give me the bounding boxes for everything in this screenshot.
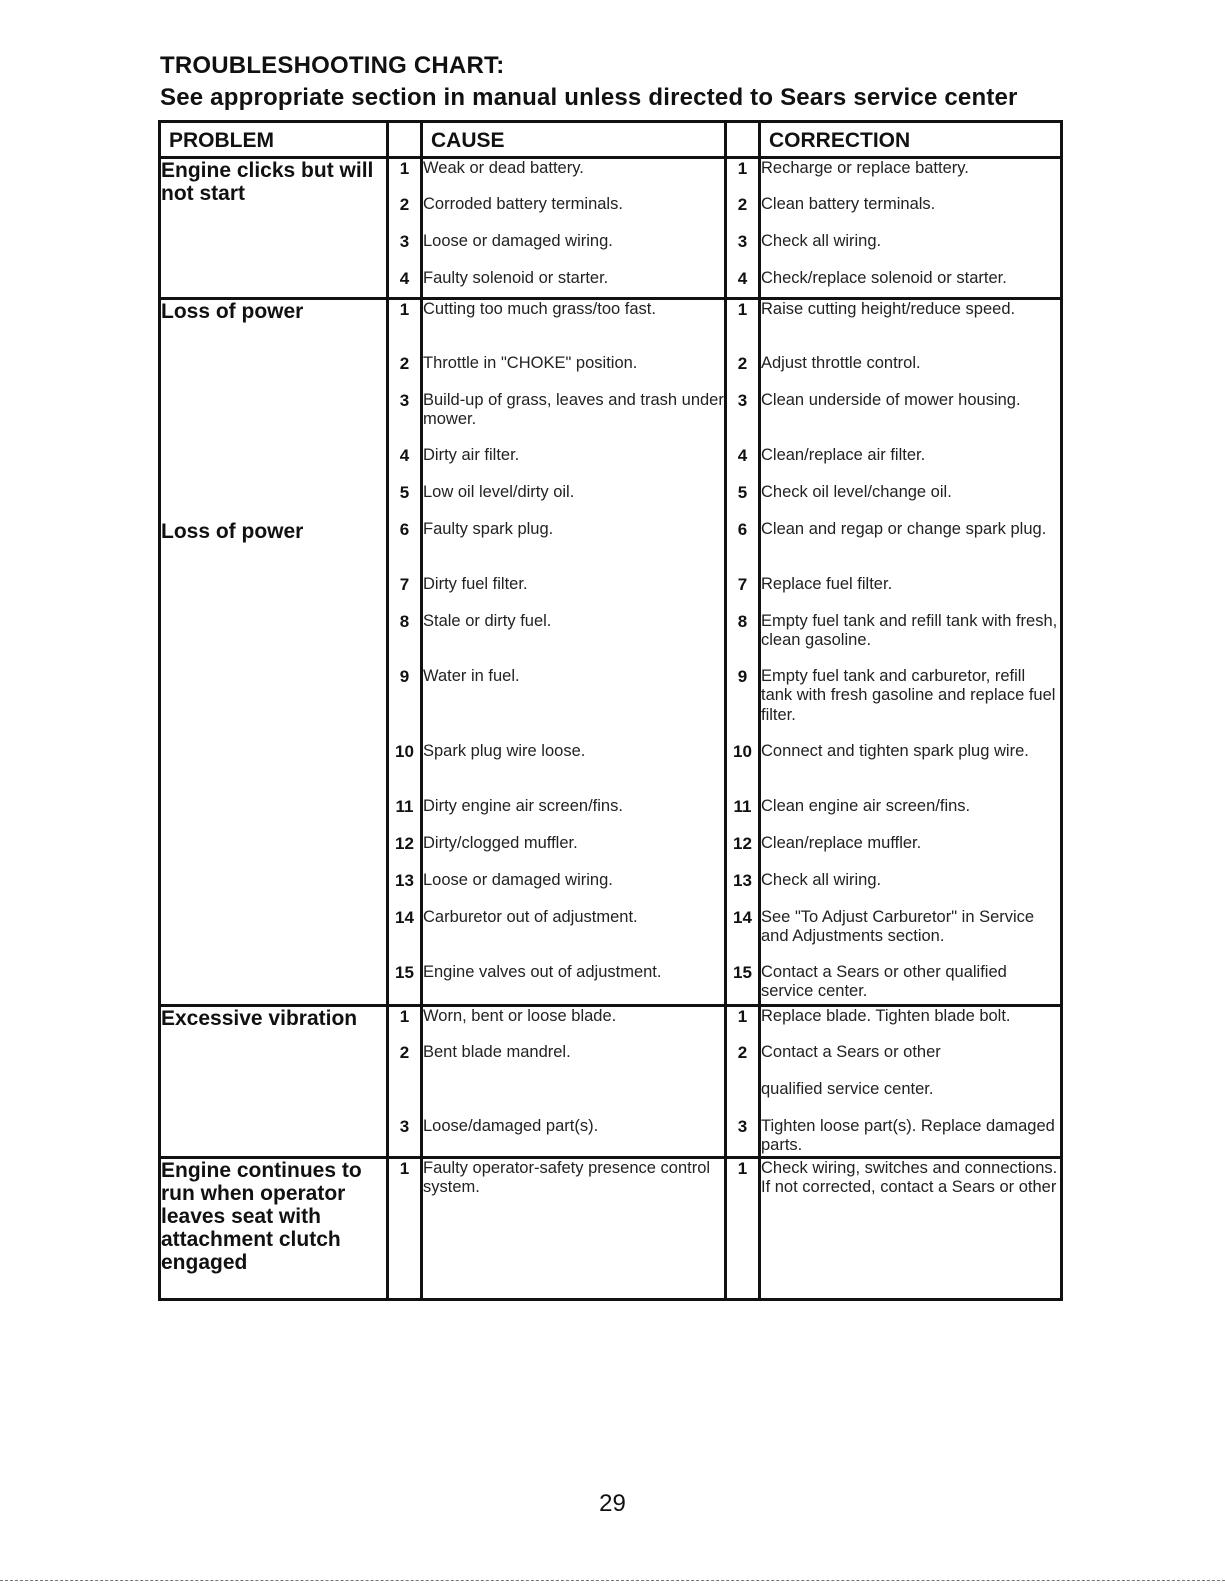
correction-text: Clean and regap or change spark plug. [760, 520, 1062, 575]
cause-text: Carburetor out of adjustment. [422, 908, 726, 963]
cause-number: 3 [388, 391, 422, 446]
correction-number: 5 [726, 483, 760, 520]
cause-text: Loose or damaged wiring. [422, 871, 726, 908]
correction-text: Replace blade. Tighten blade bolt. [760, 1006, 1062, 1043]
header-cause-number [388, 122, 422, 158]
correction-text: Empty fuel tank and refill tank with fresh, clean gasoline. [760, 612, 1062, 667]
cause-text: Cutting too much grass/too fast. [422, 299, 726, 354]
correction-number: 14 [726, 908, 760, 963]
correction-text: Clean battery terminals. [760, 195, 1062, 232]
header-row [160, 122, 1062, 158]
cause-text: Faulty solenoid or starter. [422, 269, 726, 299]
cause-text: Dirty air filter. [422, 446, 726, 483]
correction-text: Connect and tighten spark plug wire. [760, 742, 1062, 797]
cause-number: 13 [388, 871, 422, 908]
correction-number: 1 [726, 1006, 760, 1043]
correction-number: 7 [726, 575, 760, 612]
header-problem: PROBLEM [160, 122, 388, 158]
cause-text [422, 1080, 726, 1117]
cause-text: Engine valves out of adjustment. [422, 963, 726, 1006]
correction-number: 9 [726, 667, 760, 742]
correction-text: Empty fuel tank and carburetor, refill tank with fresh gasoline and replace fuel filter. [760, 667, 1062, 742]
cause-number: 8 [388, 612, 422, 667]
correction-text: Replace fuel filter. [760, 575, 1062, 612]
cause-text: Loose/damaged part(s). [422, 1117, 726, 1158]
chart-title: TROUBLESHOOTING CHART: [160, 52, 505, 79]
correction-number: 6 [726, 520, 760, 575]
cause-text: Worn, bent or loose blade. [422, 1006, 726, 1043]
cause-text: Faulty spark plug. [422, 520, 726, 575]
cause-number: 7 [388, 575, 422, 612]
cause-number: 9 [388, 667, 422, 742]
cause-text: Bent blade mandrel. [422, 1043, 726, 1080]
correction-text: Check/replace solenoid or starter. [760, 269, 1062, 299]
troubleshooting-table [158, 120, 1063, 1301]
problem-cell: Engine continues to run when operator leaves seat with attachment clutch engaged [160, 1157, 388, 1299]
cause-number: 14 [388, 908, 422, 963]
correction-number: 3 [726, 391, 760, 446]
problem-cell: Engine clicks but will not start [160, 158, 388, 299]
cause-number: 3 [388, 232, 422, 269]
correction-text: Contact a Sears or other qualified service center. [760, 963, 1062, 1006]
correction-number: 2 [726, 354, 760, 391]
cause-number: 1 [388, 1157, 422, 1299]
cause-number: 11 [388, 797, 422, 834]
cause-number: 2 [388, 195, 422, 232]
correction-number: 10 [726, 742, 760, 797]
table-body [160, 158, 1062, 1300]
correction-number: 12 [726, 834, 760, 871]
correction-number: 1 [726, 299, 760, 354]
cause-text: Weak or dead battery. [422, 158, 726, 195]
correction-number: 3 [726, 232, 760, 269]
cause-number: 10 [388, 742, 422, 797]
table-row [160, 520, 1062, 575]
correction-number: 8 [726, 612, 760, 667]
cause-text: Faulty operator-safety presence control system. [422, 1157, 726, 1299]
cause-number: 1 [388, 158, 422, 195]
cause-text: Water in fuel. [422, 667, 726, 742]
cause-text: Stale or dirty fuel. [422, 612, 726, 667]
correction-text: Adjust throttle control. [760, 354, 1062, 391]
cause-text: Build-up of grass, leaves and trash under mower. [422, 391, 726, 446]
cause-text: Low oil level/dirty oil. [422, 483, 726, 520]
correction-text: See "To Adjust Carburetor" in Service and Adjustments section. [760, 908, 1062, 963]
correction-text: Raise cutting height/reduce speed. [760, 299, 1062, 354]
cause-number: 6 [388, 520, 422, 575]
cause-number: 4 [388, 446, 422, 483]
cause-text: Dirty fuel filter. [422, 575, 726, 612]
correction-number: 1 [726, 158, 760, 195]
bottom-rule [0, 1580, 1225, 1581]
cause-number: 1 [388, 1006, 422, 1043]
header-cause: CAUSE [422, 122, 726, 158]
cause-number: 5 [388, 483, 422, 520]
cause-text: Corroded battery terminals. [422, 195, 726, 232]
cause-text: Throttle in "CHOKE" position. [422, 354, 726, 391]
cause-number: 2 [388, 354, 422, 391]
cause-number: 2 [388, 1043, 422, 1080]
correction-text: qualified service center. [760, 1080, 1062, 1117]
problem-cell: Loss of power [160, 520, 388, 1006]
correction-text: Clean/replace muffler. [760, 834, 1062, 871]
correction-text: Clean/replace air filter. [760, 446, 1062, 483]
correction-number: 15 [726, 963, 760, 1006]
cause-text: Spark plug wire loose. [422, 742, 726, 797]
correction-number: 13 [726, 871, 760, 908]
cause-text: Dirty engine air screen/fins. [422, 797, 726, 834]
cause-number: 12 [388, 834, 422, 871]
correction-text: Check all wiring. [760, 871, 1062, 908]
problem-cell: Excessive vibration [160, 1006, 388, 1158]
header-correction: CORRECTION [760, 122, 1062, 158]
header-correction-number [726, 122, 760, 158]
table-row [160, 1157, 1062, 1299]
correction-number [726, 1080, 760, 1117]
cause-number: 15 [388, 963, 422, 1006]
correction-text: Check wiring, switches and connections. If not corrected, contact a Sears or other [760, 1157, 1062, 1299]
cause-text: Dirty/clogged muffler. [422, 834, 726, 871]
correction-text: Recharge or replace battery. [760, 158, 1062, 195]
correction-number: 1 [726, 1157, 760, 1299]
page-number: 29 [599, 1490, 626, 1517]
correction-number: 2 [726, 195, 760, 232]
table-row [160, 158, 1062, 195]
correction-text: Contact a Sears or other [760, 1043, 1062, 1080]
correction-number: 4 [726, 269, 760, 299]
correction-number: 11 [726, 797, 760, 834]
table-row [160, 1006, 1062, 1043]
correction-text: Check oil level/change oil. [760, 483, 1062, 520]
cause-number: 4 [388, 269, 422, 299]
problem-cell: Loss of power [160, 299, 388, 520]
correction-text: Check all wiring. [760, 232, 1062, 269]
correction-text: Clean underside of mower housing. [760, 391, 1062, 446]
correction-number: 3 [726, 1117, 760, 1158]
correction-text: Tighten loose part(s). Replace damaged parts. [760, 1117, 1062, 1158]
correction-text: Clean engine air screen/fins. [760, 797, 1062, 834]
chart-subtitle: See appropriate section in manual unless directed to Sears service center [160, 84, 1018, 111]
cause-number: 1 [388, 299, 422, 354]
cause-text: Loose or damaged wiring. [422, 232, 726, 269]
table-row [160, 299, 1062, 354]
correction-number: 2 [726, 1043, 760, 1080]
cause-number [388, 1080, 422, 1117]
correction-number: 4 [726, 446, 760, 483]
cause-number: 3 [388, 1117, 422, 1158]
